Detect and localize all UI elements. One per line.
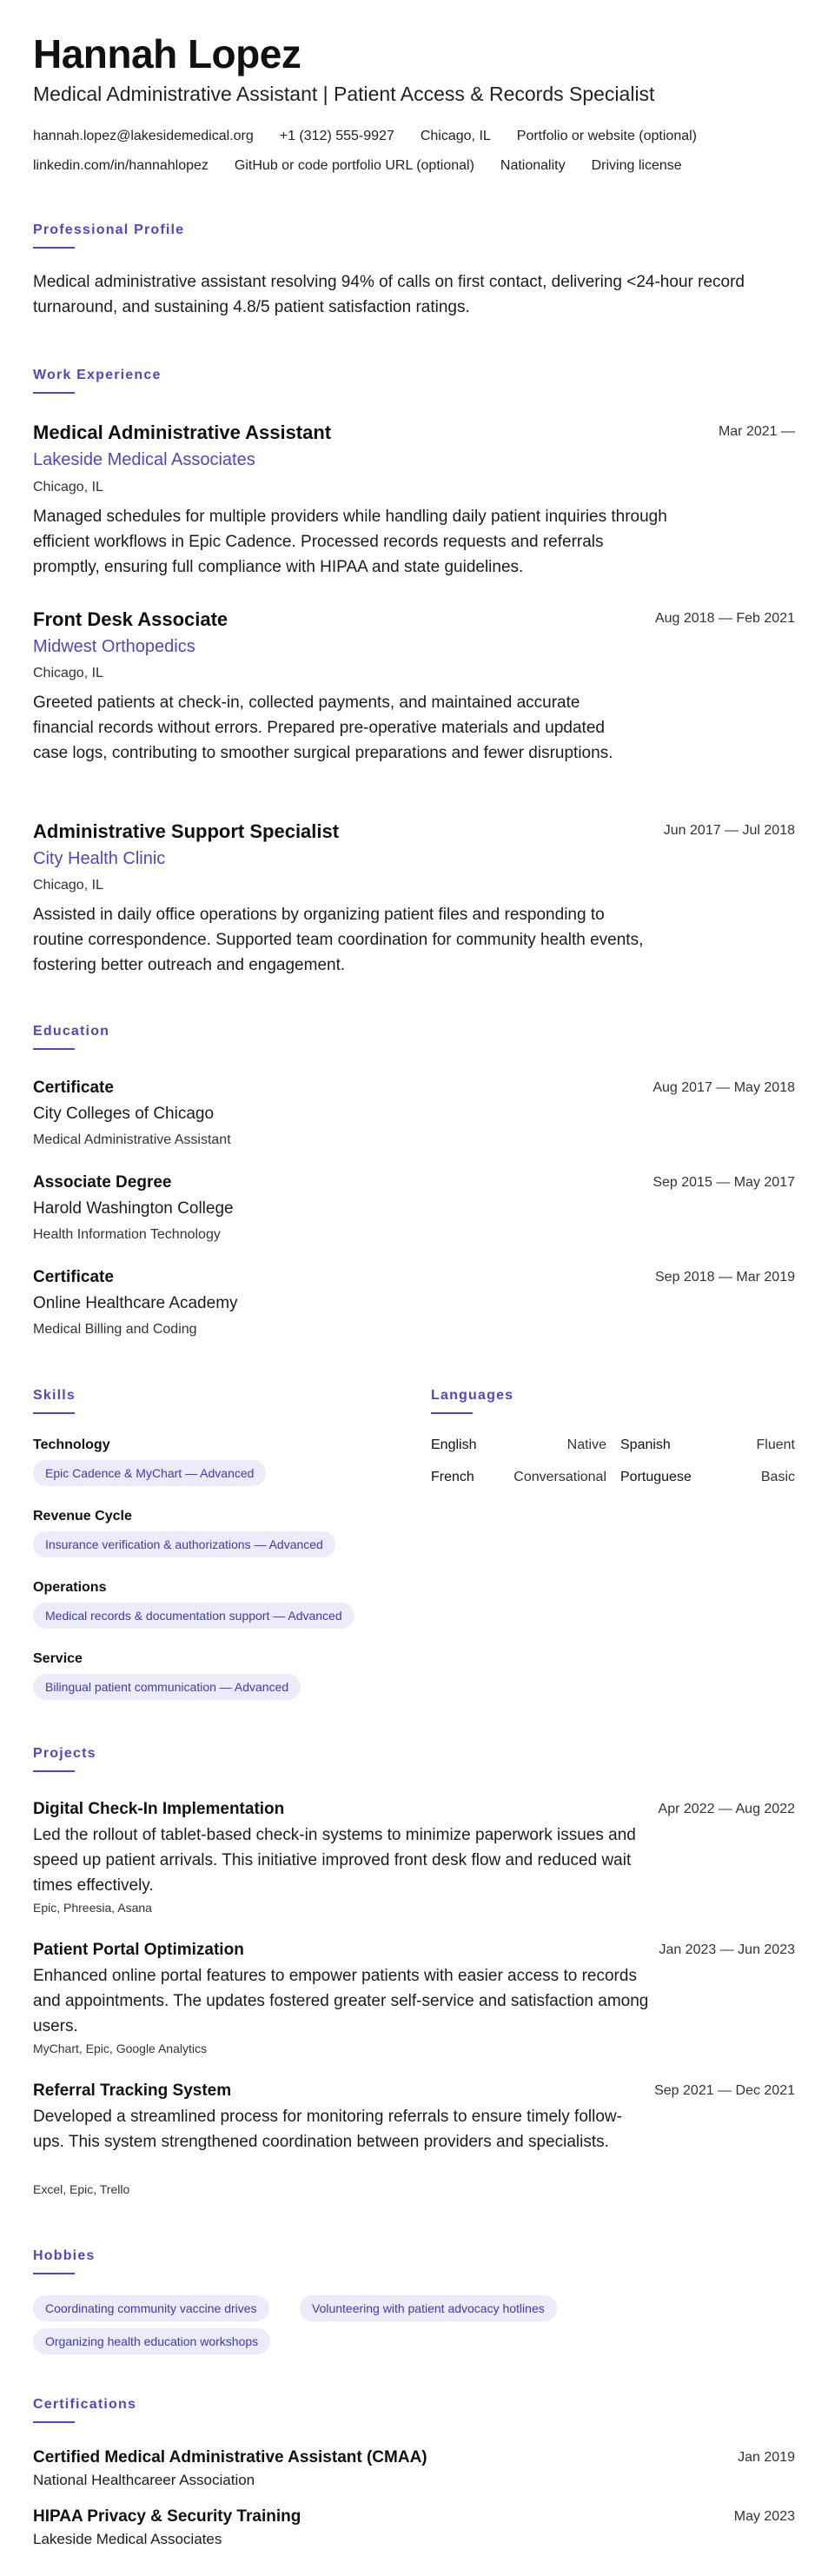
skill-category: Revenue Cycle [33, 1509, 132, 1524]
job-title: Administrative Support Specialist [33, 820, 340, 842]
section-title-certifications: Certifications [33, 2397, 137, 2412]
edu-school: City Colleges of Chicago [33, 1105, 215, 1123]
certification-name: HIPAA Privacy & Security Training [33, 2507, 301, 2526]
section-rule [431, 1412, 473, 1414]
edu-degree: Associate Degree [33, 1173, 172, 1192]
job-title: Medical Administrative Assistant [33, 422, 332, 443]
edu-field: Health Information Technology [33, 1227, 221, 1242]
job-description: Greeted patients at check-in, collected payments, and maintained accurate financial records without errors. Prepared pre-operative materials and updated case logs, contributing to smoother surgical preparations and fewer disruptions. [33, 694, 613, 762]
job-dates: Aug 2018 — Feb 2021 [654, 611, 795, 626]
job-dates: Mar 2021 — [718, 424, 795, 439]
skill-pill: Insurance verification & authorizations — Advanced [33, 1531, 335, 1557]
hobby-pill: Organizing health education workshops [33, 2328, 270, 2354]
edu-dates: Sep 2018 — Mar 2019 [655, 1270, 795, 1285]
edu-field: Medical Administrative Assistant [33, 1132, 231, 1147]
skill-category: Technology [33, 1437, 110, 1452]
job-location: Chicago, IL [33, 666, 103, 681]
project-name: Digital Check-In Implementation [33, 1800, 285, 1818]
language-level: Fluent [756, 1437, 795, 1452]
project-name: Patient Portal Optimization [33, 1941, 244, 1959]
language-level: Conversational [513, 1470, 606, 1484]
section-rule [33, 1048, 75, 1050]
project-description: Enhanced online portal features to empower patients with easier access to records and appointments. The updates fostered greater self-service and satisfaction among users. [33, 1967, 649, 2035]
language-level: Native [566, 1437, 606, 1452]
contact-driving-license: Driving license [591, 158, 682, 173]
language-name: Portuguese [620, 1470, 692, 1484]
project-tech: MyChart, Epic, Google Analytics [33, 2042, 207, 2055]
section-title-languages: Languages [431, 1388, 514, 1403]
candidate-name: Hannah Lopez [33, 31, 301, 76]
language-name: English [431, 1437, 477, 1452]
edu-degree: Certificate [33, 1079, 114, 1097]
certification-org: National Healthcareer Association [33, 2472, 255, 2488]
contact-row-1 [33, 128, 697, 145]
project-tech: Epic, Phreesia, Asana [33, 1901, 152, 1915]
project-dates: Apr 2022 — Aug 2022 [658, 1802, 795, 1816]
profile-text: Medical administrative assistant resolving 94% of calls on first contact, delivering <24-hour record turnaround, and sustaining 4.8/5 patient satisfaction ratings. [33, 273, 745, 316]
project-dates: Jan 2023 — Jun 2023 [659, 1942, 795, 1957]
job-description: Assisted in daily office operations by organizing patient files and responding to routine correspondence. Supported team coordination for community health events, fostering better outreach and engagement. [33, 906, 644, 974]
job-company: City Health Clinic [33, 849, 166, 868]
skill-category: Service [33, 1651, 83, 1666]
section-title-projects: Projects [33, 1746, 96, 1761]
headline: Medical Administrative Assistant | Patient Access & Records Specialist [33, 83, 655, 105]
section-title-education: Education [33, 1024, 110, 1039]
edu-degree: Certificate [33, 1268, 114, 1286]
contact-phone[interactable]: +1 (312) 555-9927 [279, 129, 394, 143]
contact-row-2 [33, 157, 682, 175]
contact-linkedin[interactable]: linkedin.com/in/hannahlopez [33, 158, 209, 173]
skill-category: Operations [33, 1580, 107, 1595]
project-description: Developed a streamlined process for monitoring referrals to ensure timely follow-ups. This system strengthened coordination between providers and specialists. [33, 2108, 622, 2151]
project-tech: Excel, Epic, Trello [33, 2182, 130, 2196]
project-dates: Sep 2021 — Dec 2021 [654, 2083, 795, 2098]
language-name: French [431, 1470, 474, 1484]
contact-nationality: Nationality [500, 158, 566, 173]
section-title-skills: Skills [33, 1388, 76, 1403]
project-name: Referral Tracking System [33, 2081, 232, 2100]
project-description: Led the rollout of tablet-based check-in systems to minimize paperwork issues and speed up patient arrivals. This initiative improved front desk flow and reduced wait times effectively. [33, 1826, 636, 1895]
section-rule [33, 1770, 75, 1772]
job-dates: Jun 2017 — Jul 2018 [663, 823, 795, 838]
hobby-pill: Volunteering with patient advocacy hotlines [300, 2295, 557, 2321]
section-rule [33, 1412, 75, 1414]
skill-pill: Medical records & documentation support — Advanced [33, 1603, 354, 1629]
job-title: Front Desk Associate [33, 608, 229, 630]
contact-github[interactable]: GitHub or code portfolio URL (optional) [234, 158, 474, 173]
hobby-pill: Coordinating community vaccine drives [33, 2295, 269, 2321]
certification-org: Lakeside Medical Associates [33, 2531, 222, 2547]
section-title-hobbies: Hobbies [33, 2248, 96, 2263]
job-description: Managed schedules for multiple providers while handling daily patient inquiries through efficient workflows in Epic Cadence. Processed records requests and referrals promptly, ensuring full compliance with HIPAA and state guidelines. [33, 508, 667, 576]
certification-date: May 2023 [733, 2509, 795, 2524]
contact-email[interactable]: hannah.lopez@lakesidemedical.org [33, 129, 254, 143]
contact-location: Chicago, IL [420, 129, 491, 143]
section-rule [33, 2273, 75, 2274]
language-name: Spanish [620, 1437, 671, 1452]
language-level: Basic [760, 1470, 795, 1484]
certification-name: Certified Medical Administrative Assistant (CMAA) [33, 2448, 427, 2466]
job-location: Chicago, IL [33, 878, 103, 893]
section-rule [33, 247, 75, 249]
skill-pill: Bilingual patient communication — Advanced [33, 1674, 301, 1700]
edu-field: Medical Billing and Coding [33, 1322, 197, 1337]
section-rule [33, 2421, 75, 2423]
edu-dates: Aug 2017 — May 2018 [652, 1080, 795, 1095]
section-title-profile: Professional Profile [33, 222, 185, 237]
job-location: Chicago, IL [33, 480, 103, 495]
section-rule [33, 392, 75, 394]
edu-school: Harold Washington College [33, 1199, 234, 1218]
job-company: Midwest Orthopedics [33, 637, 195, 656]
skill-pill: Epic Cadence & MyChart — Advanced [33, 1460, 266, 1486]
contact-portfolio[interactable]: Portfolio or website (optional) [516, 129, 697, 143]
certification-date: Jan 2019 [738, 2450, 795, 2465]
job-company: Lakeside Medical Associates [33, 450, 255, 469]
edu-school: Online Healthcare Academy [33, 1294, 238, 1312]
section-title-experience: Work Experience [33, 368, 162, 382]
edu-dates: Sep 2015 — May 2017 [652, 1175, 795, 1190]
